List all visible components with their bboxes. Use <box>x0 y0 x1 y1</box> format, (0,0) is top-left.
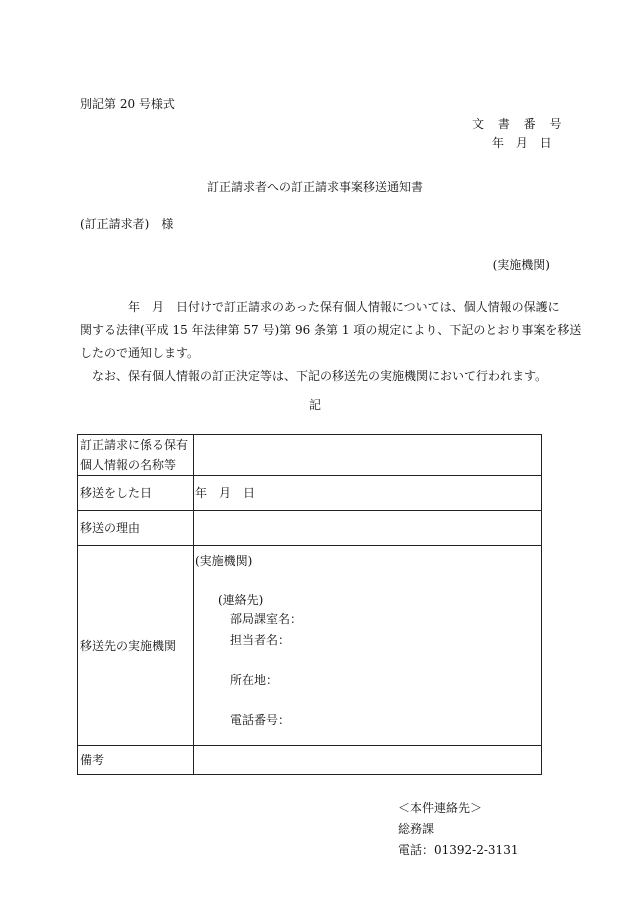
row-label: 個人情報の名称等 <box>80 458 177 472</box>
issuing-agency: (実施機関) <box>492 258 550 272</box>
transfer-date-value: 年 月 日 <box>194 476 542 511</box>
table-label-cell <box>78 435 194 476</box>
ki-heading: 記 <box>308 398 321 412</box>
contact-heading: ＜本件連絡先＞ <box>398 801 483 815</box>
contact-section: 総務課 <box>398 822 435 836</box>
contact-heading: (連絡先) <box>218 593 264 607</box>
row-label: 移送の理由 <box>78 511 194 546</box>
body-line: なお、保有個人情報の訂正決定等は、下記の移送先の実施機関において行われます。 <box>92 369 548 383</box>
body-text <box>80 296 582 388</box>
document-date-label: 年 月 日 <box>492 136 556 150</box>
table-value-cell <box>194 511 542 546</box>
body-line: したので通知します。 <box>80 346 200 360</box>
body-line: 年 月 日付けで訂正請求のあった保有個人情報については、個人情報の保護に <box>128 300 560 314</box>
table-value-cell <box>194 435 542 476</box>
row-label: 移送をした日 <box>78 476 194 511</box>
row-label: 訂正請求に係る保有 <box>80 438 189 452</box>
destination-agency: (実施機関) <box>195 554 253 568</box>
table-row <box>78 435 542 476</box>
table-value-cell <box>194 546 542 746</box>
table-row <box>78 546 542 746</box>
document-number-label: 文 書 番 号 <box>472 117 567 131</box>
document-title: 訂正請求者への訂正請求事案移送通知書 <box>206 180 423 194</box>
addressee: (訂正請求者) 様 <box>80 217 174 231</box>
destination-details <box>194 546 541 745</box>
person-field-label: 担当者名： <box>230 633 291 647</box>
table-row <box>78 476 542 511</box>
table-row <box>78 746 542 775</box>
table-value-cell <box>194 746 542 775</box>
table-row <box>78 511 542 546</box>
detail-table <box>77 434 542 775</box>
row-label: 備考 <box>78 746 194 775</box>
row-label: 移送先の実施機関 <box>78 546 194 746</box>
contact-block <box>398 798 518 861</box>
contact-phone: 電話：01392-2-3131 <box>398 843 519 857</box>
body-line: 関する法律(平成 15 年法律第 57 号)第 96 条第 1 項の規定により、下記のとおり事案を移送 <box>80 323 582 337</box>
address-field-label: 所在地： <box>230 673 279 687</box>
dept-field-label: 部局課室名： <box>230 612 303 626</box>
phone-field-label: 電話番号： <box>230 713 291 727</box>
form-id: 別記第 20 号様式 <box>80 97 175 111</box>
